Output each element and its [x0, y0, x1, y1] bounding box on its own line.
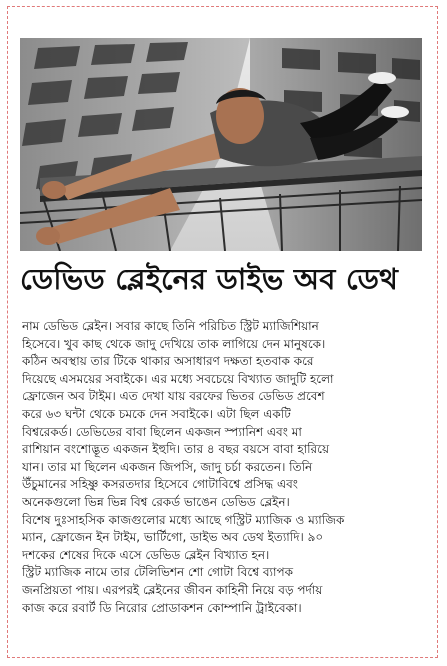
body-line: জনপ্রিয়তা পায়। এরপরই ব্লেইনের জীবন কাহিনী নিয়ে বড় পর্দায়: [22, 582, 323, 597]
body-line: হিসেবে। খুব কাছ থেকে জাদু দেখিয়ে তাক লাগিয়ে দেন মানুষকে।: [22, 336, 326, 351]
body-line: স্ট্রিট ম্যাজিক নামে তার টেলিভিশন শো গোটা বিশ্বে ব্যাপক: [22, 565, 294, 580]
body-line: বিশেষ দুঃসাহসিক কাজগুলোর মধ্যে আছে গস্ট্রিট ম্যাজিক ও ম্যাজিক: [22, 512, 345, 527]
article-headline: ডেভিড ব্লেইনের ডাইভ অব ডেথ: [20, 262, 399, 296]
body-line: ম্যান, ফ্রোজেন ইন টাইম, ভার্টিগো, ডাইভ অব ডেথ ইত্যাদি। ৯০: [22, 530, 324, 545]
body-line: নাম ডেভিড ব্লেইন। সবার কাছে তিনি পরিচিত স্ট্রিট ম্যাজিশিয়ান: [22, 319, 319, 333]
body-line: উঁচুমানের সহিষ্ণু কসরতদার হিসেবে গোটাবিশ্বে প্রসিদ্ধ এবং: [22, 477, 298, 492]
body-line: অনেকগুলো ভিন্ন ভিন্ন বিশ্ব রেকর্ড ভাঙেন ডেভিড ব্লেইন।: [22, 494, 290, 509]
body-line: কাজ করে রবার্ট ডি নিরোর প্রোডাকশন কোম্পানি ট্রাইবেকা।: [22, 600, 302, 615]
article-body: [22, 318, 420, 648]
body-line: যান। তার মা ছিলেন একজন জিপসি, জাদু চর্চা করতেন। তিনি: [22, 459, 313, 474]
article-photo: [20, 38, 422, 251]
man-hanging-from-building-ledge-photo: [20, 38, 422, 251]
body-line: ফ্রোজেন অব টাইম। এত দেখা যায় বরফের ভিতর ডেভিড প্রবেশ: [22, 389, 325, 404]
body-line: করে ৬৩ ঘন্টা থেকে চমকে দেন সবাইকে। এটা ছিল একটি: [22, 406, 291, 421]
body-line: রাশিয়ান বংশোদ্ভূত একজন ইহুদি। তার ৪ বছর বয়সে বাবা হারিয়ে: [22, 442, 330, 457]
body-line: বিশ্বরেকর্ড। ডেভিডের বাবা ছিলেন একজন স্প্যানিশ এবং মা: [22, 424, 302, 439]
body-line: দিয়েছে এসময়ের সবাইকে। এর মধ্যে সবচেয়ে বিখ্যাত জাদুটি হলো: [22, 371, 334, 386]
body-line: দশকের শেষের দিকে এসে ডেভিড ব্লেইন বিখ্যাত হন।: [22, 547, 270, 562]
body-line: কঠিন অবস্থায় তার টিকে থাকার অসাধারণ দক্ষতা হতবাক করে: [22, 354, 314, 369]
